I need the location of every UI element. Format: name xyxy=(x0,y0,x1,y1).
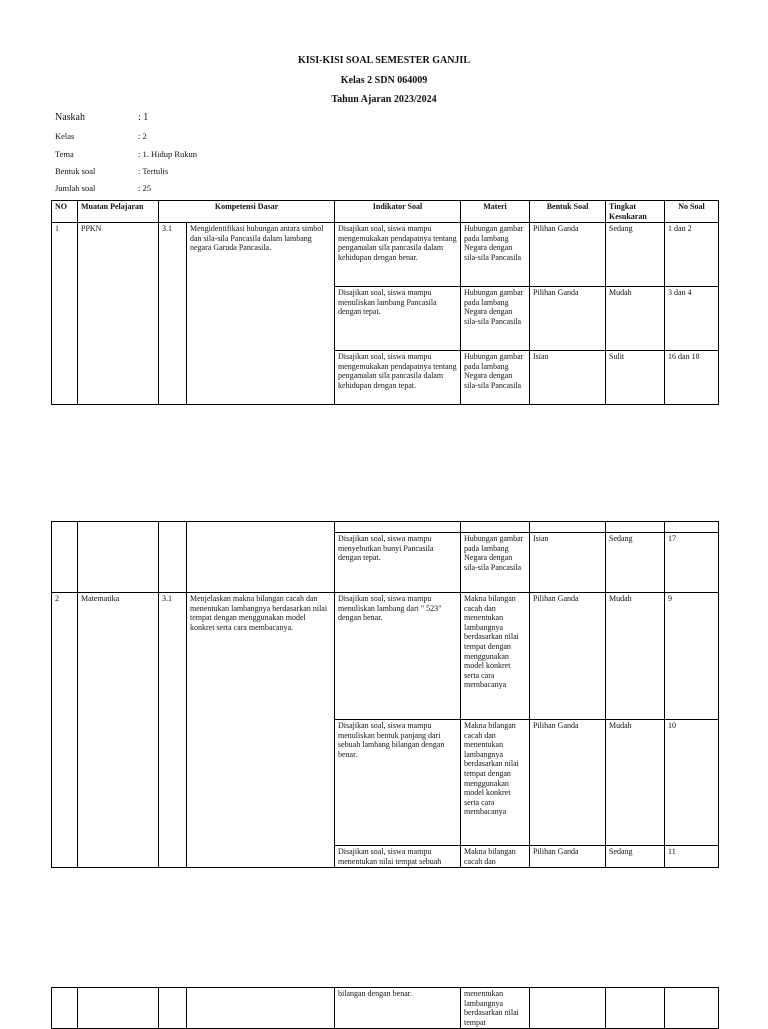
table-row xyxy=(52,988,719,1029)
row-no-soal: 9 xyxy=(665,593,719,720)
empty-cell xyxy=(461,522,530,533)
row-tingkat: Sedang xyxy=(606,846,665,868)
row-materi: Hubungan gambar pada lambang Negara dengan sila-sila Pancasila xyxy=(461,287,530,351)
row-kd-number: 3.1 xyxy=(159,223,187,405)
col-header-no: NO xyxy=(52,201,78,223)
meta-value: : 25 xyxy=(138,183,151,193)
row-indikator: Disajikan soal, siswa mampu mengemukakan pendapatnya tentang pengamalan sila pancasila dalam kehidupan dengan tepat. xyxy=(335,351,461,405)
kisi-table-3 xyxy=(51,987,719,1029)
empty-cell xyxy=(52,522,78,593)
empty-cell xyxy=(530,988,606,1029)
row-materi: Makna bilangan cacah dan xyxy=(461,846,530,868)
meta-label: Tema xyxy=(55,149,74,159)
row-tingkat: Sedang xyxy=(606,533,665,593)
academic-year: Tahun Ajaran 2023/2024 xyxy=(331,94,437,105)
row-no-soal: 3 dan 4 xyxy=(665,287,719,351)
empty-cell xyxy=(665,522,719,533)
row-indikator: Disajikan soal, siswa mampu menuliskan lambang Pancasila dengan tepat. xyxy=(335,287,461,351)
row-bentuk: Pilihan Ganda xyxy=(530,846,606,868)
row-kd-number: 3.1 xyxy=(159,593,187,868)
meta-label: Naskah xyxy=(55,112,85,123)
row-materi: Makna bilangan cacah dan menentukan lambangnya berdasarkan nilai tempat dengan menggunakan model konkret serta cara membacanya xyxy=(461,593,530,720)
row-indikator: Disajikan soal, siswa mampu menuliskan lambang dari " 523" dengan benar. xyxy=(335,593,461,720)
row-tingkat: Mudah xyxy=(606,720,665,846)
row-indikator: Disajikan soal, siswa mampu menyebutkan bunyi Pancasila dengan tepat. xyxy=(335,533,461,593)
row-indikator: bilangan dengan benar. xyxy=(335,988,461,1029)
col-header-bentuk: Bentuk Soal xyxy=(530,201,606,223)
meta-label: Kelas xyxy=(55,131,75,141)
row-indikator: Disajikan soal, siswa mampu mengemukakan pendapatnya tentang pengamalan sila pancasila dalam kehidupan dengan benar. xyxy=(335,223,461,287)
empty-cell xyxy=(606,988,665,1029)
row-no: 2 xyxy=(52,593,78,868)
row-tingkat: Sedang xyxy=(606,223,665,287)
row-materi: menentukan lambangnya berdasarkan nilai tempat xyxy=(461,988,530,1029)
row-materi: Makna bilangan cacah dan menentukan lambangnya berdasarkan nilai tempat dengan menggunakan model konkret serta cara membacanya xyxy=(461,720,530,846)
row-bentuk: Pilihan Ganda xyxy=(530,223,606,287)
kisi-table-1 xyxy=(51,200,719,405)
row-materi: Hubungan gambar pada lambang Negara dengan sila-sila Pancasila xyxy=(461,351,530,405)
table-row xyxy=(52,223,719,287)
col-header-muatan: Muatan Pelajaran xyxy=(78,201,159,223)
empty-cell xyxy=(665,988,719,1029)
document-title: KISI-KISI SOAL SEMESTER GANJIL xyxy=(297,55,470,66)
row-bentuk: Isian xyxy=(530,533,606,593)
col-header-tingkat: Tingkat Kesukaran xyxy=(606,201,665,223)
table-header-row xyxy=(52,201,719,223)
empty-cell xyxy=(159,988,187,1029)
row-no-soal: 10 xyxy=(665,720,719,846)
row-materi: Hubungan gambar pada lambang Negara dengan sila-sila Pancasila xyxy=(461,533,530,593)
row-no-soal: 11 xyxy=(665,846,719,868)
col-header-indikator: Indikator Soal xyxy=(335,201,461,223)
empty-cell xyxy=(187,988,335,1029)
row-bentuk: Pilihan Ganda xyxy=(530,720,606,846)
empty-cell xyxy=(606,522,665,533)
row-no-soal: 1 dan 2 xyxy=(665,223,719,287)
row-no-soal: 17 xyxy=(665,533,719,593)
empty-cell xyxy=(187,522,335,593)
empty-cell xyxy=(78,522,159,593)
col-header-kd: Kompetensi Dasar xyxy=(159,201,335,223)
table-spacer-row xyxy=(52,522,719,533)
table-row xyxy=(52,593,719,720)
row-indikator: Disajikan soal, siswa mampu menuliskan bentuk panjang dari sebuah lambang bilangan dengan benar. xyxy=(335,720,461,846)
meta-value: : Tertulis xyxy=(138,166,169,176)
empty-cell xyxy=(78,988,159,1029)
meta-value: : 1 xyxy=(138,112,149,123)
empty-cell xyxy=(335,522,461,533)
row-bentuk: Pilihan Ganda xyxy=(530,593,606,720)
row-indikator: Disajikan soal, siswa mampu menentukan nilai tempat sebuah xyxy=(335,846,461,868)
empty-cell xyxy=(159,522,187,593)
row-tingkat: Sulit xyxy=(606,351,665,405)
row-materi: Hubungan gambar pada lambang Negara dengan sila-sila Pancasila xyxy=(461,223,530,287)
col-header-no-soal: No Soal xyxy=(665,201,719,223)
meta-label: Jumlah soal xyxy=(55,183,96,193)
meta-value: : 2 xyxy=(138,131,147,141)
col-header-materi: Materi xyxy=(461,201,530,223)
meta-value: : 1. Hidup Rukun xyxy=(138,149,198,159)
meta-label: Bentuk soal xyxy=(55,166,96,176)
empty-cell xyxy=(52,988,78,1029)
row-no: 1 xyxy=(52,223,78,405)
class-school: Kelas 2 SDN 064009 xyxy=(340,75,428,86)
row-kd-text: Mengidentifikasi hubungan antara simbol dan sila-sila Pancasila dalam lambang negara Garuda Pancasila. xyxy=(187,223,335,405)
row-tingkat: Mudah xyxy=(606,287,665,351)
row-bentuk: Isian xyxy=(530,351,606,405)
row-bentuk: Pilihan Ganda xyxy=(530,287,606,351)
row-tingkat: Mudah xyxy=(606,593,665,720)
empty-cell xyxy=(530,522,606,533)
row-no-soal: 16 dan 18 xyxy=(665,351,719,405)
kisi-table-2 xyxy=(51,521,719,868)
row-subject: Matematika xyxy=(78,593,159,868)
row-subject: PPKN xyxy=(78,223,159,405)
row-kd-text: Menjelaskan makna bilangan cacah dan menentukan lambangnya berdasarkan nilai tempat dengan menggunakan model konkret serta cara membacanya. xyxy=(187,593,335,868)
